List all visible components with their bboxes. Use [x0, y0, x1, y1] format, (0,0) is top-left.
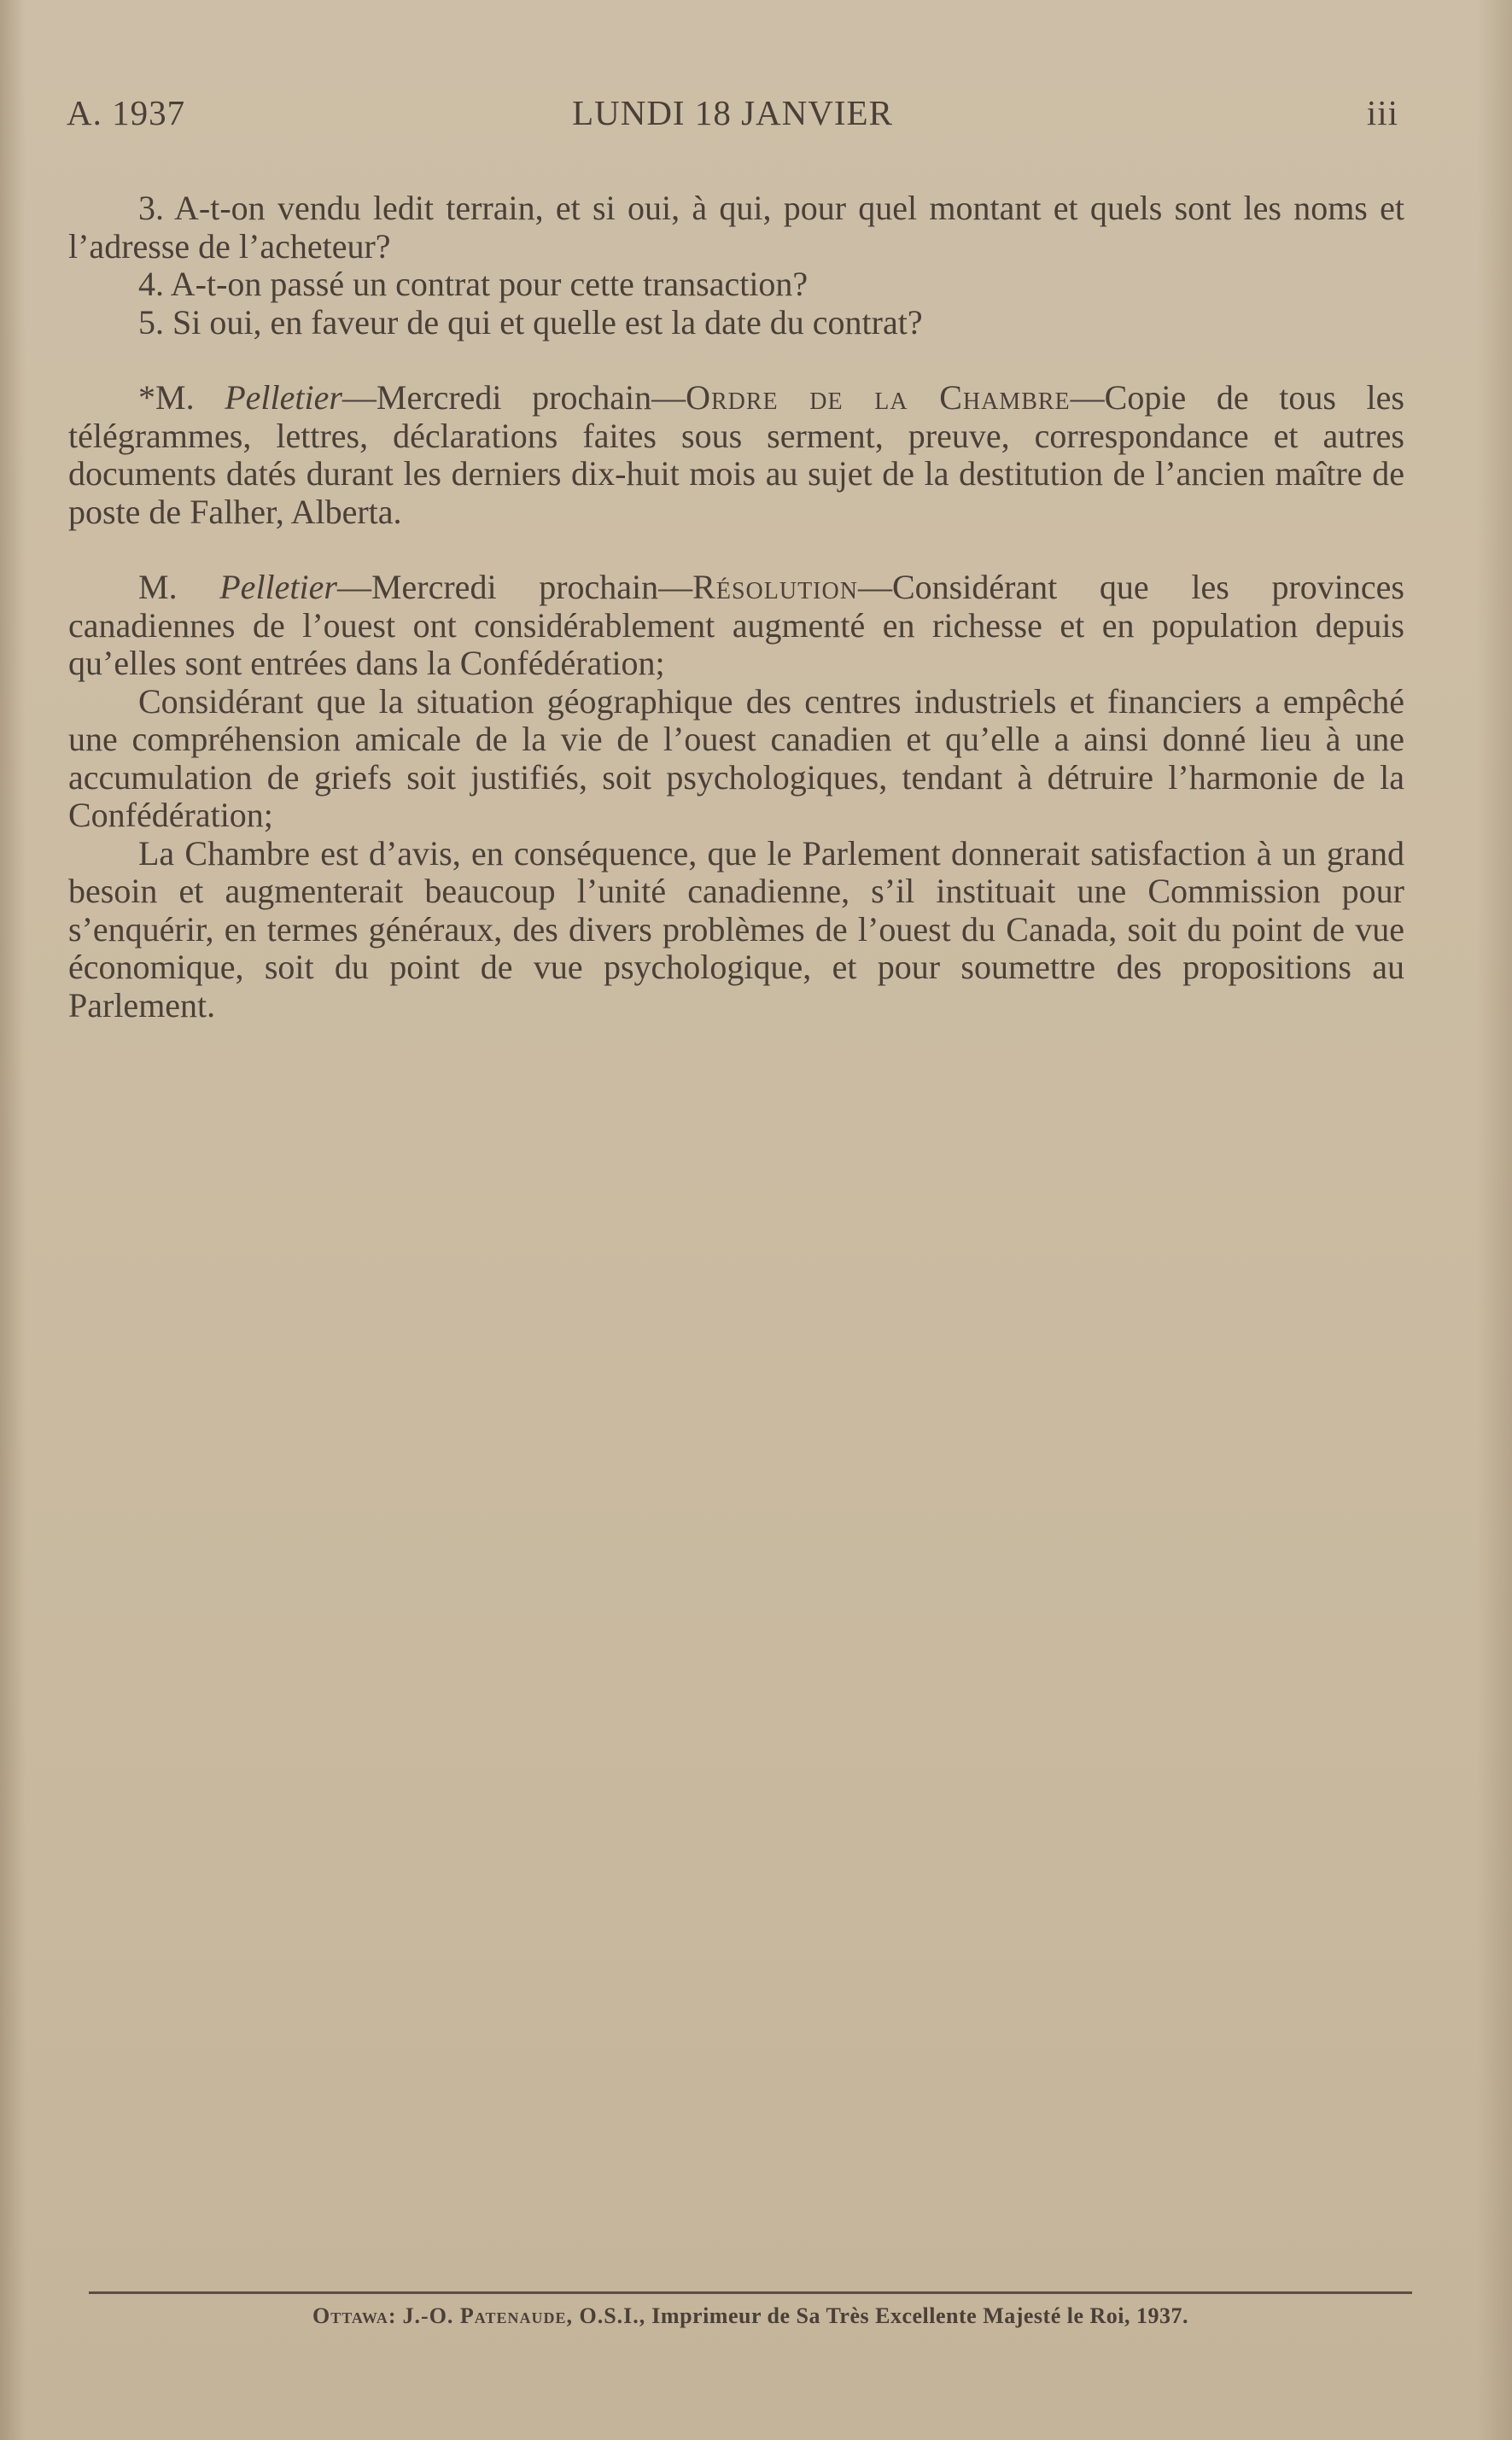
motion-1-type: Ordre de la Chambre — [686, 378, 1071, 417]
motion-1-prefix: *M. — [138, 378, 225, 417]
running-head — [67, 92, 1398, 143]
printer-imprint — [89, 2303, 1412, 2329]
motion-order-of-house — [68, 379, 1404, 531]
motion-2-type: Résolution — [692, 568, 858, 606]
question-4: 4. A-t-on passé un contrat pour cette transaction? — [138, 265, 809, 303]
question-5: 5. Si oui, en faveur de qui et quelle est la date du contrat? — [138, 302, 923, 341]
header-date: LUNDI 18 JANVIER — [572, 93, 893, 132]
question-3: 3. A-t-on vendu ledit terrain, et si oui, à qui, pour quel montant et quels sont les noms et l’adresse de l’acheteur? — [68, 189, 1404, 266]
motion-1-text: —Copie de tous les télégrammes, lettres, déclarations faites sous serment, preuve, correspondance et autres documents datés durant les derniers dix-huit mois au sujet de la destitution de l’ancien maître de poste de Falher, Alberta. — [68, 378, 1404, 531]
motion-resolution — [68, 569, 1404, 683]
footer-rule — [89, 2291, 1412, 2294]
motion-2-prefix: M. — [138, 568, 220, 606]
imprint-place: Ottawa: — [312, 2303, 397, 2328]
header-year: A. 1937 — [67, 93, 186, 132]
resolution-paragraph-3: La Chambre est d’avis, en conséquence, que le Parlement donnerait satisfaction à un grand besoin et augmenterait beaucoup l’unité canadienne, s’il instituait une Commission pour s’enquérir, en termes généraux, des divers problèmes de l’ouest du Canada, soit du point de vue économique, soit du point de vue psychologique, et pour soumettre des propositions au Parlement. — [68, 833, 1404, 1024]
resolution-paragraph-2: Considérant que la situation géographique des centres industriels et financiers a empêché une compréhension amicale de la vie de l’ouest canadien et qu’elle a ainsi donné lieu à une accumulation de griefs soit justifiés, soit psychologiques, tendant à détruire l’harmonie de la Confédération; — [68, 681, 1404, 834]
header-page-number: iii — [1366, 93, 1398, 132]
motion-2-member: Pelletier — [219, 568, 337, 606]
motion-2-text: —Considérant que les provinces canadiennes de l’ouest ont considérablement augmenté en richesse et en population depuis qu’elles sont entrées dans la Confédération; — [68, 568, 1404, 682]
imprint-rest: Imprimeur de Sa Très Excellente Majesté le Roi, 1937. — [651, 2303, 1189, 2328]
motion-1-member: Pelletier — [225, 378, 342, 417]
body-text — [68, 190, 1404, 1024]
motion-1-date: —Mercredi prochain— — [342, 378, 686, 417]
motion-2-date: —Mercredi prochain— — [336, 568, 693, 606]
imprint-printer: J.-O. Patenaude, O.S.I., — [402, 2303, 646, 2328]
